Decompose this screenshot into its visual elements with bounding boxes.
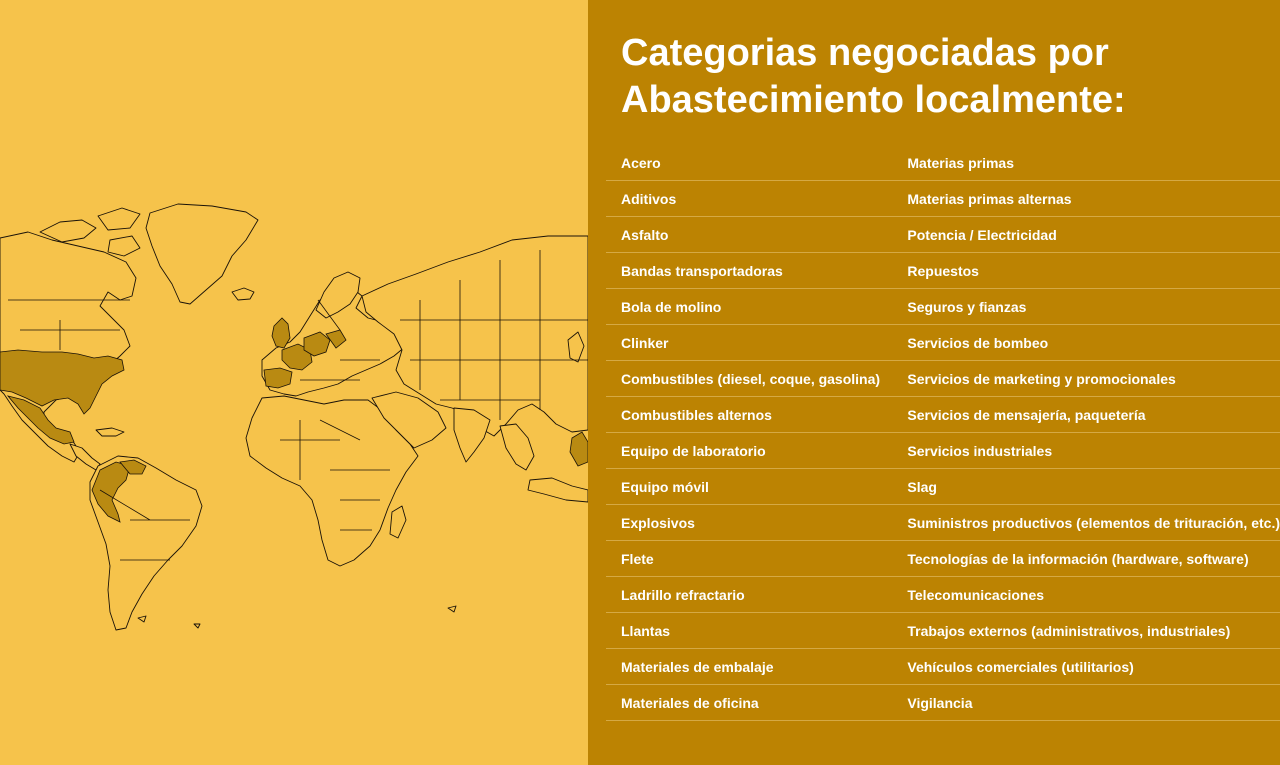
- category-cell: Vigilancia: [892, 685, 1280, 721]
- category-cell: Trabajos externos (administrativos, industriales): [892, 613, 1280, 649]
- table-row: [606, 397, 1280, 433]
- category-cell: Combustibles (diesel, coque, gasolina): [606, 361, 892, 397]
- map-arctic-islands-2: [98, 208, 140, 230]
- world-map: [0, 0, 588, 765]
- map-north-america: [0, 232, 136, 462]
- category-cell: Servicios de mensajería, paquetería: [892, 397, 1280, 433]
- map-island-nz: [448, 606, 456, 612]
- category-cell: Explosivos: [606, 505, 892, 541]
- category-cell: Materiales de embalaje: [606, 649, 892, 685]
- categories-table: [606, 145, 1280, 721]
- category-cell: Slag: [892, 469, 1280, 505]
- map-iceland: [232, 288, 254, 300]
- category-cell: Materias primas: [892, 145, 1280, 181]
- category-cell: Servicios industriales: [892, 433, 1280, 469]
- category-cell: Equipo de laboratorio: [606, 433, 892, 469]
- table-row: [606, 217, 1280, 253]
- category-cell: Bandas transportadoras: [606, 253, 892, 289]
- table-row: [606, 649, 1280, 685]
- category-cell: Tecnologías de la información (hardware, software): [892, 541, 1280, 577]
- category-cell: Llantas: [606, 613, 892, 649]
- map-island-falklands: [138, 616, 146, 622]
- category-cell: Materiales de oficina: [606, 685, 892, 721]
- table-row: [606, 469, 1280, 505]
- category-cell: Seguros y fianzas: [892, 289, 1280, 325]
- category-cell: Servicios de bombeo: [892, 325, 1280, 361]
- category-cell: Materias primas alternas: [892, 181, 1280, 217]
- map-arctic-islands-3: [108, 236, 140, 256]
- category-cell: Aditivos: [606, 181, 892, 217]
- category-cell: Vehículos comerciales (utilitarios): [892, 649, 1280, 685]
- category-cell: Combustibles alternos: [606, 397, 892, 433]
- table-row: [606, 253, 1280, 289]
- category-cell: Acero: [606, 145, 892, 181]
- table-row: [606, 613, 1280, 649]
- map-madagascar: [390, 506, 406, 538]
- category-cell: Flete: [606, 541, 892, 577]
- world-map-panel: [0, 0, 588, 765]
- category-cell: Equipo móvil: [606, 469, 892, 505]
- table-row: [606, 325, 1280, 361]
- category-cell: Telecomunicaciones: [892, 577, 1280, 613]
- page-title: [621, 30, 1261, 124]
- category-cell: Repuestos: [892, 253, 1280, 289]
- category-cell: Potencia / Electricidad: [892, 217, 1280, 253]
- category-cell: Ladrillo refractario: [606, 577, 892, 613]
- category-cell: Servicios de marketing y promocionales: [892, 361, 1280, 397]
- categories-panel: [588, 0, 1280, 765]
- table-row: [606, 505, 1280, 541]
- table-row: [606, 541, 1280, 577]
- table-row: [606, 433, 1280, 469]
- table-row: [606, 181, 1280, 217]
- category-cell: Asfalto: [606, 217, 892, 253]
- map-southeast-asia: [500, 424, 534, 470]
- page-title-line-1: Categorias negociadas por: [621, 32, 1109, 74]
- table-row: [606, 577, 1280, 613]
- page-title-line-2: Abastecimiento localmente:: [621, 79, 1126, 121]
- category-cell: Clinker: [606, 325, 892, 361]
- table-row: [606, 145, 1280, 181]
- category-cell: Suministros productivos (elementos de trituración, etc.): [892, 505, 1280, 541]
- map-philippines: [570, 432, 588, 466]
- category-cell: Bola de molino: [606, 289, 892, 325]
- map-india: [454, 408, 490, 462]
- map-spain: [264, 368, 292, 388]
- map-indonesia: [528, 478, 588, 502]
- table-row: [606, 289, 1280, 325]
- table-row: [606, 685, 1280, 721]
- table-row: [606, 361, 1280, 397]
- map-caribbean: [96, 428, 124, 436]
- map-island-hawaii: [194, 624, 200, 628]
